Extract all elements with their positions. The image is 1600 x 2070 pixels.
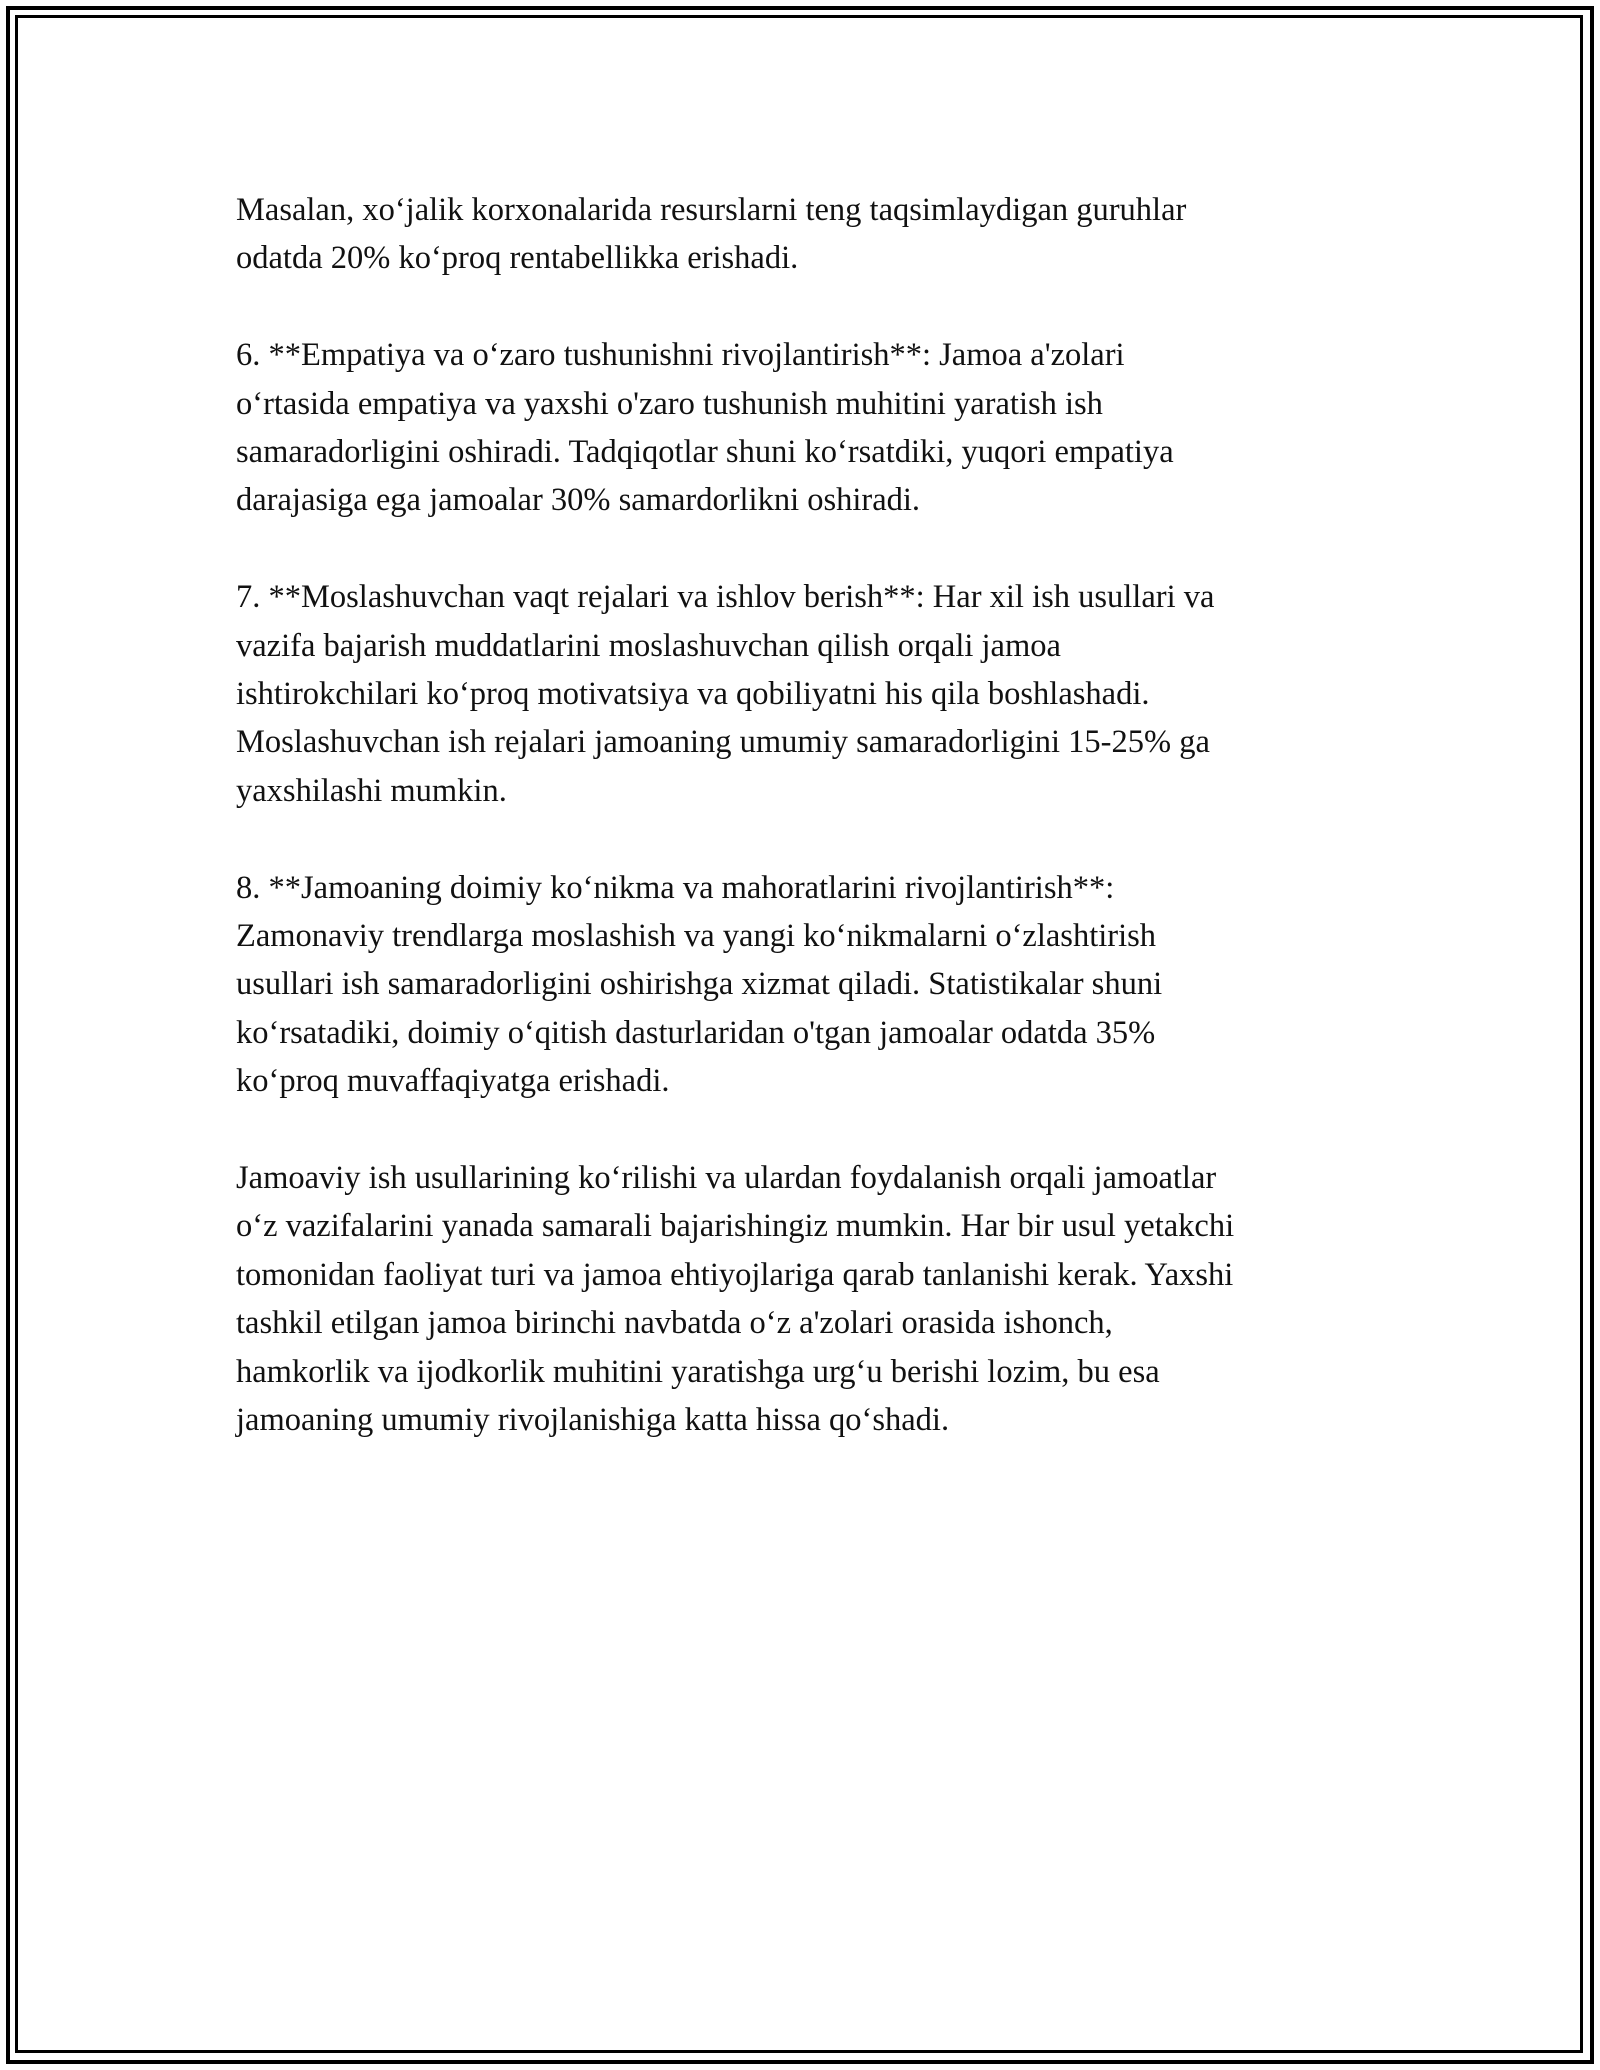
text-line: Jamoaviy ish usullarining ko‘rilishi va ulardan foydalanish orqali jamoatlar: [236, 1160, 1217, 1197]
text-line: Moslashuvchan ish rejalari jamoaning umumiy samaradorligini 15-25% ga: [236, 724, 1210, 761]
text-line: Zamonaviy trendlarga moslashish va yangi ko‘nikmalarni o‘zlashtirish: [236, 918, 1157, 955]
text-line: tomonidan faoliyat turi va jamoa ehtiyojlariga qarab tanlanishi kerak. Yaxshi: [236, 1256, 1234, 1293]
document-body: [236, 186, 1381, 1493]
text-line: 6. **Empatiya va o‘zaro tushunishni rivojlantirish**: Jamoa a'zolari: [236, 337, 1125, 374]
text-line: jamoaning umumiy rivojlanishiga katta hissa qo‘shadi.: [236, 1402, 950, 1439]
text-line: hamkorlik va ijodkorlik muhitini yaratishga urg‘u berishi lozim, bu esa: [236, 1353, 1160, 1390]
text-line: Masalan, xo‘jalik korxonalarida resurslarni teng taqsimlaydigan guruhlar: [236, 192, 1187, 228]
paragraph-item-8-skills: [236, 864, 1381, 1106]
paragraph-item-7-flexible-schedules: [236, 573, 1381, 815]
text-line: ishtirokchilari ko‘proq motivatsiya va qobiliyatni his qila boshlashadi.: [236, 676, 1150, 713]
text-line: 8. **Jamoaning doimiy ko‘nikma va mahoratlarini rivojlantirish**:: [236, 869, 1115, 906]
text-line: ko‘rsatadiki, doimiy o‘qitish dasturlaridan o'tgan jamoalar odatda 35%: [236, 1014, 1156, 1051]
text-line: odatda 20% ko‘proq rentabellikka erishadi.: [236, 240, 799, 277]
text-line: 7. **Moslashuvchan vaqt rejalari va ishlov berish**: Har xil ish usullari va: [236, 579, 1215, 616]
text-line: vazifa bajarish muddatlarini moslashuvchan qilish orqali jamoa: [236, 627, 1061, 664]
paragraph-resource-allocation: [236, 186, 1381, 283]
text-line: o‘z vazifalarini yanada samarali bajarishingiz mumkin. Har bir usul yetakchi: [236, 1208, 1235, 1245]
text-line: yaxshilashi mumkin.: [236, 772, 507, 809]
text-line: samaradorligini oshiradi. Tadqiqotlar shuni ko‘rsatdiki, yuqori empatiya: [236, 434, 1174, 471]
text-line: ko‘proq muvaffaqiyatga erishadi.: [236, 1063, 670, 1100]
paragraph-item-6-empathy: [236, 331, 1381, 525]
text-line: darajasiga ega jamoalar 30% samardorlikni oshiradi.: [236, 482, 921, 519]
paragraph-conclusion: [236, 1154, 1381, 1444]
text-line: usullari ish samaradorligini oshirishga xizmat qiladi. Statistikalar shuni: [236, 966, 1163, 1003]
text-line: tashkil etilgan jamoa birinchi navbatda o‘z a'zolari orasida ishonch,: [236, 1305, 1113, 1342]
text-line: o‘rtasida empatiya va yaxshi o'zaro tushunish muhitini yaratish ish: [236, 385, 1103, 422]
